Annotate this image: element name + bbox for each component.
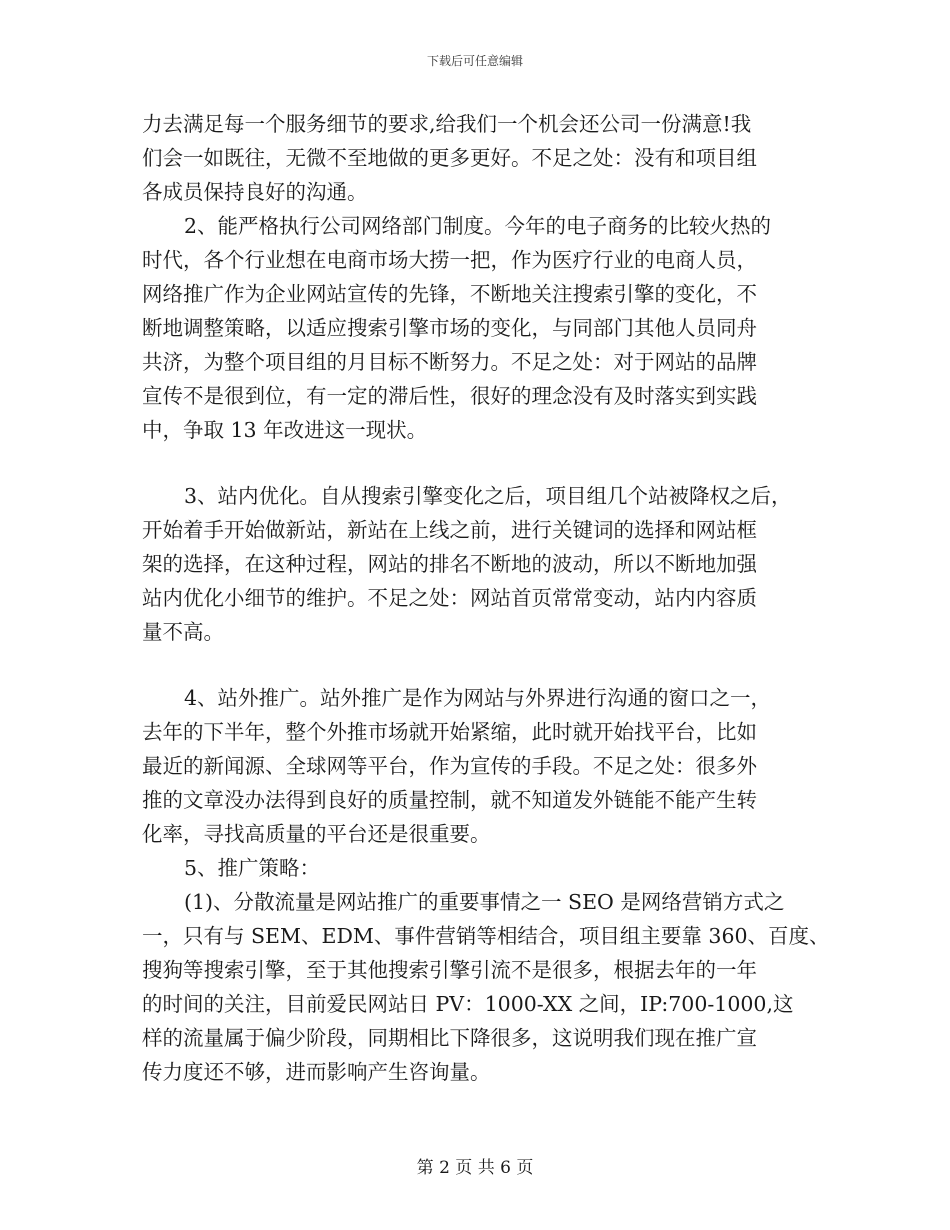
page-number-footer: 第 2 页 共 6 页 <box>416 1158 534 1178</box>
text-line: 最近的新闻源、全球网等平台，作为宣传的手段。不足之处：很多外 <box>142 754 757 778</box>
text-line: 推的文章没办法得到良好的质量控制，就不知道发外链能不能产生转 <box>142 788 757 812</box>
paragraph-start-line: 4、站外推广。站外推广是作为网站与外界进行沟通的窗口之一， <box>184 686 772 710</box>
text-line: 去年的下半年，整个外推市场就开始紧缩，此时就开始找平台，比如 <box>142 720 757 744</box>
text-line: 力去满足每一个服务细节的要求,给我们一个机会还公司一份满意!我 <box>142 112 752 136</box>
page-header-note: 下载后可任意编辑 <box>426 54 523 68</box>
text-line: 们会一如既往，无微不至地做的更多更好。不足之处：没有和项目组 <box>142 146 757 170</box>
text-line: 开始着手开始做新站，新站在上线之前，进行关键词的选择和网站框 <box>142 518 757 542</box>
section-heading: 5、推广策略： <box>184 856 321 880</box>
text-line: 搜狗等搜索引擎，至于其他搜索引擎引流不是很多，根据去年的一年 <box>142 958 757 982</box>
text-line: 架的选择，在这种过程，网站的排名不断地的波动，所以不断地加强 <box>142 552 757 576</box>
text-line: 样的流量属于偏少阶段，同期相比下降很多，这说明我们现在推广宣 <box>142 1026 757 1050</box>
text-line: 传力度还不够，进而影响产生咨询量。 <box>142 1060 491 1084</box>
text-line: 化率，寻找高质量的平台还是很重要。 <box>142 822 491 846</box>
text-line: 断地调整策略，以适应搜索引擎市场的变化，与同部门其他人员同舟 <box>142 316 757 340</box>
text-line: 量不高。 <box>142 620 224 644</box>
text-line: 站内优化小细节的维护。不足之处：网站首页常常变动，站内内容质 <box>142 586 757 610</box>
text-line: 一，只有与 SEM、EDM、事件营销等相结合，项目组主要靠 360、百度、 <box>142 924 830 948</box>
text-line: 网络推广作为企业网站宣传的先锋，不断地关注搜索引擎的变化，不 <box>142 282 757 306</box>
text-line: 的时间的关注，目前爱民网站日 PV：1000-XX 之间，IP:700-1000,这 <box>142 992 794 1016</box>
paragraph-start-line: 2、能严格执行公司网络部门制度。今年的电子商务的比较火热的 <box>184 214 772 238</box>
text-line: 各成员保持良好的沟通。 <box>142 180 368 204</box>
text-line: 时代，各个行业想在电商市场大捞一把，作为医疗行业的电商人员， <box>142 248 757 272</box>
text-line: 中，争取 13 年改进这一现状。 <box>142 418 428 442</box>
paragraph-start-line: (1)、分散流量是网站推广的重要事情之一 SEO 是网络营销方式之 <box>184 890 785 914</box>
text-line: 共济，为整个项目组的月目标不断努力。不足之处：对于网站的品牌 <box>142 350 757 374</box>
paragraph-start-line: 3、站内优化。自从搜索引擎变化之后，项目组几个站被降权之后， <box>184 484 792 508</box>
text-line: 宣传不是很到位，有一定的滞后性，很好的理念没有及时落实到实践 <box>142 384 757 408</box>
